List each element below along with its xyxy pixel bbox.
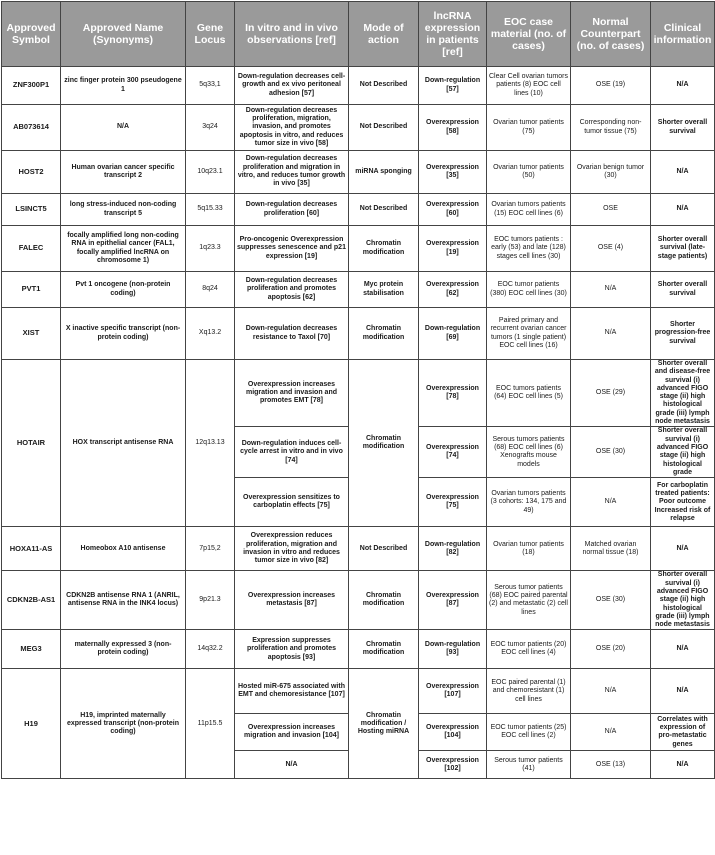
table-row (2, 571, 715, 630)
cell-expression: Overexpression [58] (419, 105, 487, 151)
cell-observations: Pro-oncogenic Overexpression suppresses senescence and p21 expression [19] (235, 226, 349, 272)
cell-symbol: AB073614 (2, 105, 61, 151)
cell-symbol: HOXA11-AS (2, 527, 61, 571)
cell-name: Pvt 1 oncogene (non-protein coding) (61, 272, 186, 308)
cell-name: long stress-induced non-coding transcript 5 (61, 194, 186, 226)
cell-mode: Chromatin modification / Hosting miRNA (349, 669, 419, 779)
cell-observations: Overexpression increases migration and invasion [104] (235, 714, 349, 751)
header-observations: In vitro and in vivo observations [ref] (235, 2, 349, 67)
cell-clinical: For carboplatin treated patients: Poor outcome Increased risk of relapse (651, 478, 715, 527)
cell-case-material: Paired primary and recurrent ovarian cancer tumors (1 single patient) EOC cell lines (16) (487, 308, 571, 360)
header-symbol: Approved Symbol (2, 2, 61, 67)
cell-symbol: CDKN2B-AS1 (2, 571, 61, 630)
cell-observations: Overexpression increases metastasis [87] (235, 571, 349, 630)
cell-symbol: ZNF300P1 (2, 67, 61, 105)
cell-observations: Down-regulation decreases proliferation, migration, invasion, and promotes apoptosis in vitro, and reduces tumor size in vivo [58] (235, 105, 349, 151)
cell-case-material: EOC tumors patients (64) EOC cell lines (5) (487, 360, 571, 427)
cell-clinical: N/A (651, 151, 715, 194)
header-clinical: Clinical information (651, 2, 715, 67)
cell-mode: Not Described (349, 105, 419, 151)
cell-expression: Down-regulation [69] (419, 308, 487, 360)
header-case-material: EOC case material (no. of cases) (487, 2, 571, 67)
cell-observations: N/A (235, 751, 349, 779)
cell-normal: OSE (13) (571, 751, 651, 779)
table-row (2, 151, 715, 194)
cell-normal: N/A (571, 308, 651, 360)
cell-clinical: N/A (651, 669, 715, 714)
cell-name: zinc finger protein 300 pseudogene 1 (61, 67, 186, 105)
cell-name: focally amplified long non-coding RNA in epithelial cancer (FAL1, focally amplified lncRNA on chromosome 1) (61, 226, 186, 272)
cell-case-material: Serous tumor patients (41) (487, 751, 571, 779)
cell-mode: Chromatin modification (349, 226, 419, 272)
cell-name: CDKN2B antisense RNA 1 (ANRIL, antisense RNA in the INK4 locus) (61, 571, 186, 630)
cell-symbol: H19 (2, 669, 61, 779)
cell-case-material: EOC tumors patients : early (53) and late (128) stages cell lines (30) (487, 226, 571, 272)
cell-expression: Overexpression [19] (419, 226, 487, 272)
cell-mode: Not Described (349, 527, 419, 571)
cell-observations: Expression suppresses proliferation and promotes apoptosis [93] (235, 630, 349, 669)
cell-locus: 5q33,1 (186, 67, 235, 105)
cell-expression: Overexpression [74] (419, 427, 487, 478)
table-row (2, 669, 715, 714)
cell-expression: Overexpression [104] (419, 714, 487, 751)
cell-normal: OSE (20) (571, 630, 651, 669)
cell-normal: Corresponding non-tumor tissue (75) (571, 105, 651, 151)
cell-expression: Overexpression [87] (419, 571, 487, 630)
cell-clinical: N/A (651, 194, 715, 226)
cell-observations: Overexpression reduces proliferation, migration and invasion in vitro and reduces tumor size in vivo [82] (235, 527, 349, 571)
cell-clinical: N/A (651, 67, 715, 105)
cell-locus: 11p15.5 (186, 669, 235, 779)
cell-locus: 7p15,2 (186, 527, 235, 571)
cell-expression: Overexpression [102] (419, 751, 487, 779)
cell-case-material: EOC tumor patients (25) EOC cell lines (2) (487, 714, 571, 751)
cell-name: maternally expressed 3 (non-protein coding) (61, 630, 186, 669)
cell-clinical: Shorter overall survival (651, 272, 715, 308)
cell-name: Homeobox A10 antisense (61, 527, 186, 571)
cell-locus: 9p21.3 (186, 571, 235, 630)
header-expression: lncRNA expression in patients [ref] (419, 2, 487, 67)
cell-locus: 12q13.13 (186, 360, 235, 527)
cell-observations: Down-regulation decreases proliferation and migration in vitro, and reduces tumor growth in vivo [35] (235, 151, 349, 194)
cell-mode: Chromatin modification (349, 630, 419, 669)
cell-case-material: Ovarian tumors patients (15) EOC cell lines (6) (487, 194, 571, 226)
cell-expression: Down-regulation [57] (419, 67, 487, 105)
table-row (2, 194, 715, 226)
cell-normal: N/A (571, 478, 651, 527)
cell-normal: Matched ovarian normal tissue (18) (571, 527, 651, 571)
cell-case-material: Ovarian tumors patients (3 cohorts: 134, 175 and 49) (487, 478, 571, 527)
cell-clinical: Shorter overall survival (651, 105, 715, 151)
cell-observations: Overexpression sensitizes to carboplatin effects [75] (235, 478, 349, 527)
cell-locus: Xq13.2 (186, 308, 235, 360)
cell-expression: Down-regulation [93] (419, 630, 487, 669)
cell-observations: Down-regulation decreases proliferation [60] (235, 194, 349, 226)
cell-normal: OSE (571, 194, 651, 226)
cell-mode: Chromatin modification (349, 571, 419, 630)
header-row (2, 2, 715, 67)
cell-mode: Myc protein stabilisation (349, 272, 419, 308)
cell-locus: 3q24 (186, 105, 235, 151)
cell-name: Human ovarian cancer specific transcript 2 (61, 151, 186, 194)
cell-mode: Not Described (349, 194, 419, 226)
header-locus: Gene Locus (186, 2, 235, 67)
cell-observations: Hosted miR-675 associated with EMT and chemoresistance [107] (235, 669, 349, 714)
cell-normal: OSE (4) (571, 226, 651, 272)
cell-case-material: EOC tumor patients (380) EOC cell lines (30) (487, 272, 571, 308)
cell-mode: miRNA sponging (349, 151, 419, 194)
cell-normal: N/A (571, 272, 651, 308)
cell-observations: Down-regulation decreases cell-growth and ex vivo peritoneal adhesion [57] (235, 67, 349, 105)
table-row (2, 527, 715, 571)
cell-name: H19, imprinted maternally expressed transcript (non-protein coding) (61, 669, 186, 779)
cell-locus: 10q23.1 (186, 151, 235, 194)
cell-expression: Overexpression [35] (419, 151, 487, 194)
cell-normal: OSE (30) (571, 427, 651, 478)
cell-normal: OSE (19) (571, 67, 651, 105)
cell-normal: OSE (29) (571, 360, 651, 427)
cell-case-material: Clear Cell ovarian tumors patients (8) EOC cell lines (10) (487, 67, 571, 105)
cell-expression: Overexpression [107] (419, 669, 487, 714)
cell-clinical: N/A (651, 751, 715, 779)
cell-observations: Down-regulation induces cell-cycle arrest in vitro and in vivo [74] (235, 427, 349, 478)
cell-clinical: Shorter progression-free survival (651, 308, 715, 360)
cell-locus: 8q24 (186, 272, 235, 308)
cell-case-material: Serous tumor patients (68) EOC paired parental (2) and metastatic (2) cell lines (487, 571, 571, 630)
cell-observations: Down-regulation decreases resistance to Taxol [70] (235, 308, 349, 360)
cell-observations: Overexpression increases migration and invasion and promotes EMT [78] (235, 360, 349, 427)
table-row (2, 67, 715, 105)
cell-clinical: N/A (651, 527, 715, 571)
cell-symbol: HOTAIR (2, 360, 61, 527)
table-row (2, 272, 715, 308)
cell-symbol: FALEC (2, 226, 61, 272)
table-row (2, 630, 715, 669)
cell-locus: 5q15.33 (186, 194, 235, 226)
cell-normal: N/A (571, 669, 651, 714)
cell-case-material: EOC paired parental (1) and chemoresistant (1) cell lines (487, 669, 571, 714)
cell-clinical: Shorter overall and disease-free survival (i) advanced FIGO stage (ii) high histological grade (iii) lymph node metastasis (651, 360, 715, 427)
cell-clinical: Shorter overall survival (i) advanced FIGO stage (ii) high histological grade (iii) lymph node metastasis (651, 571, 715, 630)
cell-case-material: Serous tumors patients (68) EOC cell lines (6) Xenografts mouse models (487, 427, 571, 478)
cell-mode: Chromatin modification (349, 360, 419, 527)
table-row (2, 308, 715, 360)
cell-name: HOX transcript antisense RNA (61, 360, 186, 527)
table-row (2, 105, 715, 151)
table-row (2, 360, 715, 427)
cell-expression: Overexpression [78] (419, 360, 487, 427)
cell-mode: Chromatin modification (349, 308, 419, 360)
cell-clinical: Shorter overall survival (i) advanced FIGO stage (ii) high histological grade (651, 427, 715, 478)
cell-case-material: Ovarian tumor patients (50) (487, 151, 571, 194)
cell-expression: Overexpression [60] (419, 194, 487, 226)
cell-symbol: MEG3 (2, 630, 61, 669)
cell-observations: Down-regulation decreases proliferation and promotes apoptosis [62] (235, 272, 349, 308)
cell-case-material: Ovarian tumor patients (18) (487, 527, 571, 571)
cell-symbol: HOST2 (2, 151, 61, 194)
cell-clinical: Correlates with expression of pro-metastatic genes (651, 714, 715, 751)
cell-normal: N/A (571, 714, 651, 751)
cell-symbol: LSINCT5 (2, 194, 61, 226)
table-row (2, 226, 715, 272)
header-normal: Normal Counterpart (no. of cases) (571, 2, 651, 67)
cell-locus: 14q32.2 (186, 630, 235, 669)
cell-mode: Not Described (349, 67, 419, 105)
cell-name: X inactive specific transcript (non-protein coding) (61, 308, 186, 360)
cell-clinical: N/A (651, 630, 715, 669)
cell-expression: Overexpression [75] (419, 478, 487, 527)
cell-name: N/A (61, 105, 186, 151)
cell-clinical: Shorter overall survival (late-stage patients) (651, 226, 715, 272)
lncrna-eoc-table (1, 1, 715, 779)
cell-symbol: PVT1 (2, 272, 61, 308)
cell-case-material: Ovarian tumor patients (75) (487, 105, 571, 151)
header-mode: Mode of action (349, 2, 419, 67)
cell-normal: OSE (30) (571, 571, 651, 630)
header-name: Approved Name (Synonyms) (61, 2, 186, 67)
cell-expression: Down-regulation [82] (419, 527, 487, 571)
cell-symbol: XIST (2, 308, 61, 360)
cell-normal: Ovarian benign tumor (30) (571, 151, 651, 194)
cell-expression: Overexpression [62] (419, 272, 487, 308)
cell-locus: 1q23.3 (186, 226, 235, 272)
cell-case-material: EOC tumor patients (20) EOC cell lines (4) (487, 630, 571, 669)
